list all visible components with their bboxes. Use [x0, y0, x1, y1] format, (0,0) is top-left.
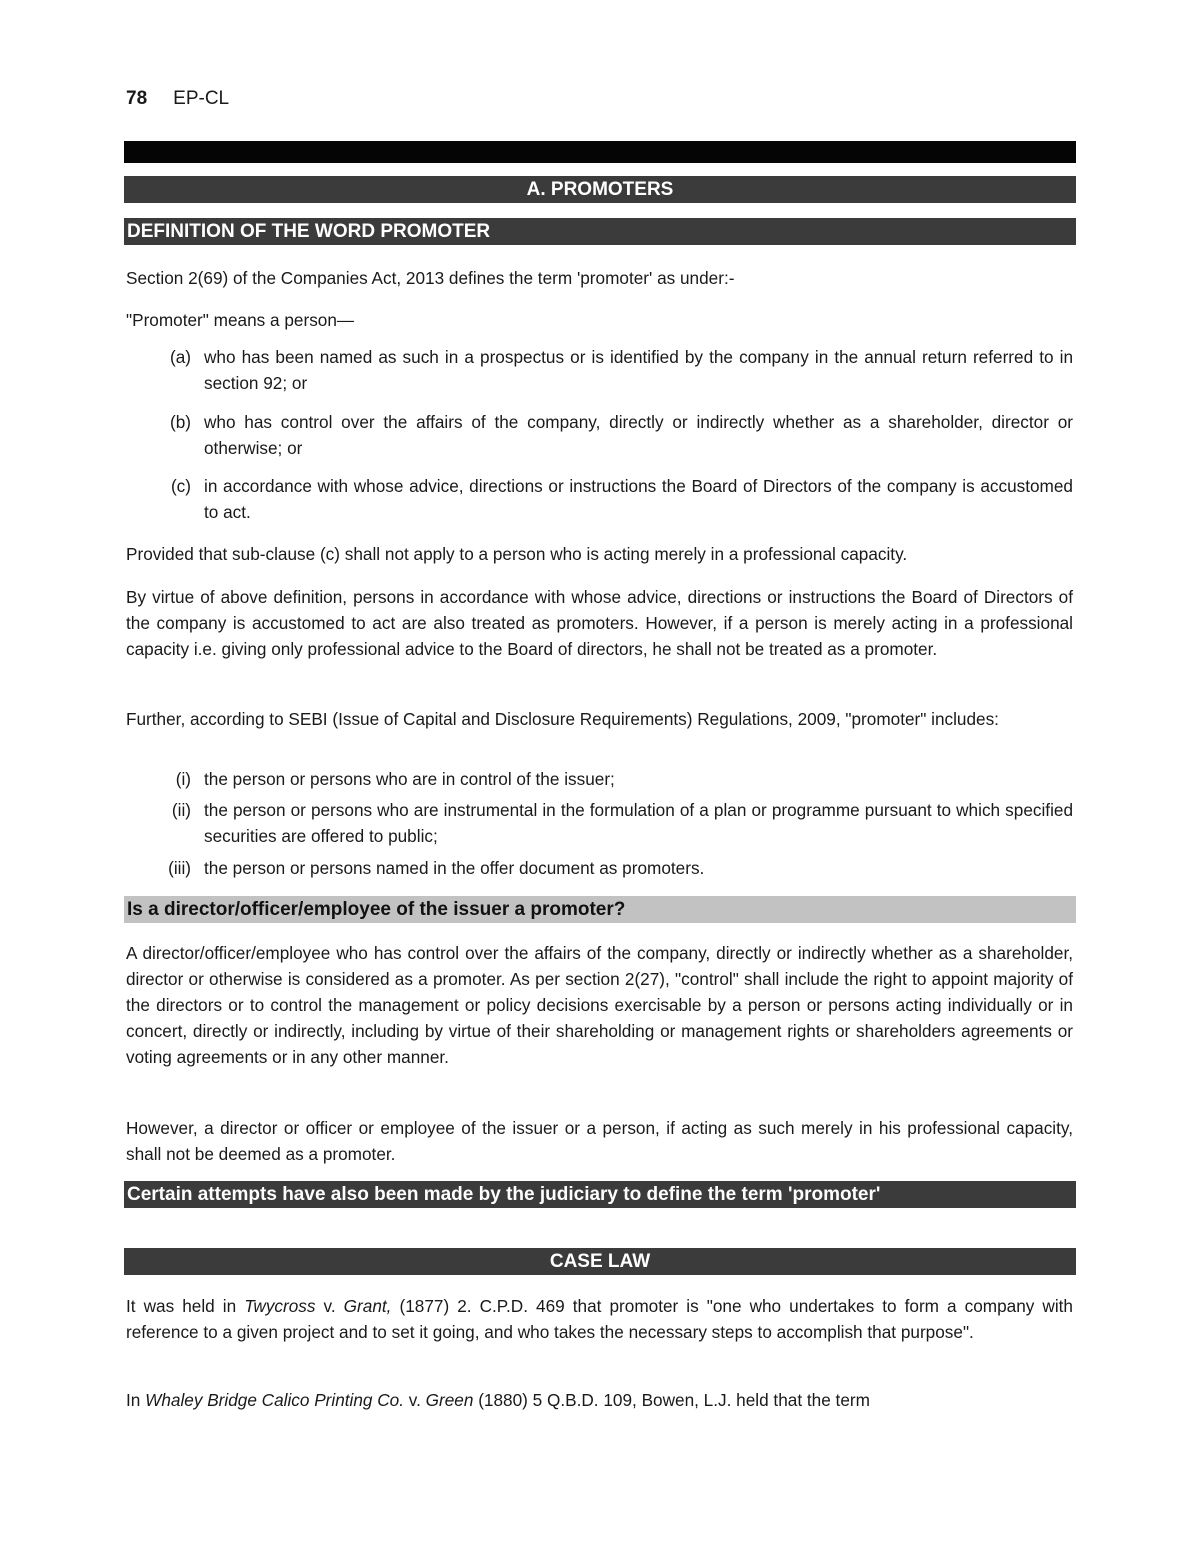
sebi-item-label: (iii) — [168, 858, 191, 878]
sebi-item-text: the person or persons named in the offer document as promoters. — [204, 858, 705, 878]
clause-label: (b) — [169, 412, 191, 432]
proviso-paragraph: Provided that sub-clause (c) shall not apply to a person who is acting merely in a professional capacity. — [126, 544, 908, 564]
black-rule-bar — [124, 141, 1076, 163]
twycross-post: (1877) 2. C.P.D. 469 that promoter is "one who undertakes to form a company with reference to a given project and to set it going, and who takes the necessary steps to accomplish that purpose". — [126, 1296, 1073, 1342]
whaley-paragraph — [126, 1387, 1073, 1413]
page-header — [126, 88, 229, 110]
however-paragraph: However, a director or officer or employee of the issuer or a person, if acting as such merely in his professional capacity, shall not be deemed as a promoter. — [126, 1118, 1073, 1164]
question-heading: Is a director/officer/employee of the issuer a promoter? — [124, 896, 1076, 923]
definition-heading: DEFINITION OF THE WORD PROMOTER — [124, 218, 1076, 245]
sebi-item — [126, 766, 1073, 792]
running-title: EP-CL — [173, 88, 230, 109]
versus: v. — [315, 1296, 344, 1316]
case-name-whaley: Whaley Bridge Calico Printing Co. — [145, 1390, 404, 1410]
sebi-item — [126, 797, 1073, 849]
case-name-green: Green — [425, 1390, 474, 1410]
case-law-heading: CASE LAW — [124, 1248, 1076, 1275]
clause-text: who has been named as such in a prospectus or is identified by the company in the annual return referred to in section 92; or — [204, 347, 1073, 393]
sebi-item-text: the person or persons who are instrumental in the formulation of a plan or programme pursuant to which specified securities are offered to public; — [204, 800, 1073, 846]
sebi-paragraph: Further, according to SEBI (Issue of Capital and Disclosure Requirements) Regulations, 2009, "promoter" includes: — [126, 709, 999, 729]
versus: v. — [404, 1390, 426, 1410]
clause-item — [126, 473, 1073, 525]
whaley-post: (1880) 5 Q.B.D. 109, Bowen, L.J. held that the term — [473, 1390, 870, 1410]
director-paragraph: A director/officer/employee who has control over the affairs of the company, directly or indirectly whether as a shareholder, director or otherwise is considered as a promoter. As per section 2(27), "control" shall include the right to appoint majority of the directors or to control the management or policy decisions exercisable by a person or persons acting individually or in concert, directly or indirectly, including by virtue of their shareholding or management rights or shareholders agreements or voting agreements or in any other manner. — [126, 943, 1073, 1067]
section-title: A. PROMOTERS — [124, 176, 1076, 203]
clause-item — [126, 344, 1073, 396]
clause-text: who has control over the affairs of the company, directly or indirectly whether as a shareholder, director or otherwise; or — [204, 412, 1073, 458]
sebi-item — [126, 855, 1073, 881]
intro-paragraph: Section 2(69) of the Companies Act, 2013 defines the term 'promoter' as under:- — [126, 268, 735, 288]
virtue-paragraph: By virtue of above definition, persons in accordance with whose advice, directions or instructions the Board of Directors of the company is accustomed to act are also treated as promoters. However, if a person is merely acting in a professional capacity i.e. giving only professional advice to the Board of directors, he shall not be treated as a promoter. — [126, 587, 1073, 659]
page-number: 78 — [126, 88, 148, 109]
judiciary-heading: Certain attempts have also been made by the judiciary to define the term 'promoter' — [124, 1181, 1076, 1208]
promoter-means-paragraph: "Promoter" means a person— — [126, 310, 355, 330]
clause-label: (c) — [170, 476, 191, 496]
twycross-pre: It was held in — [126, 1296, 245, 1316]
case-name-twycross: Twycross — [244, 1296, 316, 1316]
sebi-item-label: (i) — [175, 769, 191, 789]
whaley-pre: In — [126, 1390, 146, 1410]
clause-label: (a) — [169, 347, 191, 367]
sebi-item-label: (ii) — [171, 800, 191, 820]
clause-text: in accordance with whose advice, directions or instructions the Board of Directors of the company is accustomed to act. — [204, 476, 1073, 522]
clause-item — [126, 409, 1073, 461]
sebi-item-text: the person or persons who are in control of the issuer; — [204, 769, 615, 789]
twycross-paragraph — [126, 1293, 1073, 1345]
case-name-grant: Grant, — [343, 1296, 392, 1316]
